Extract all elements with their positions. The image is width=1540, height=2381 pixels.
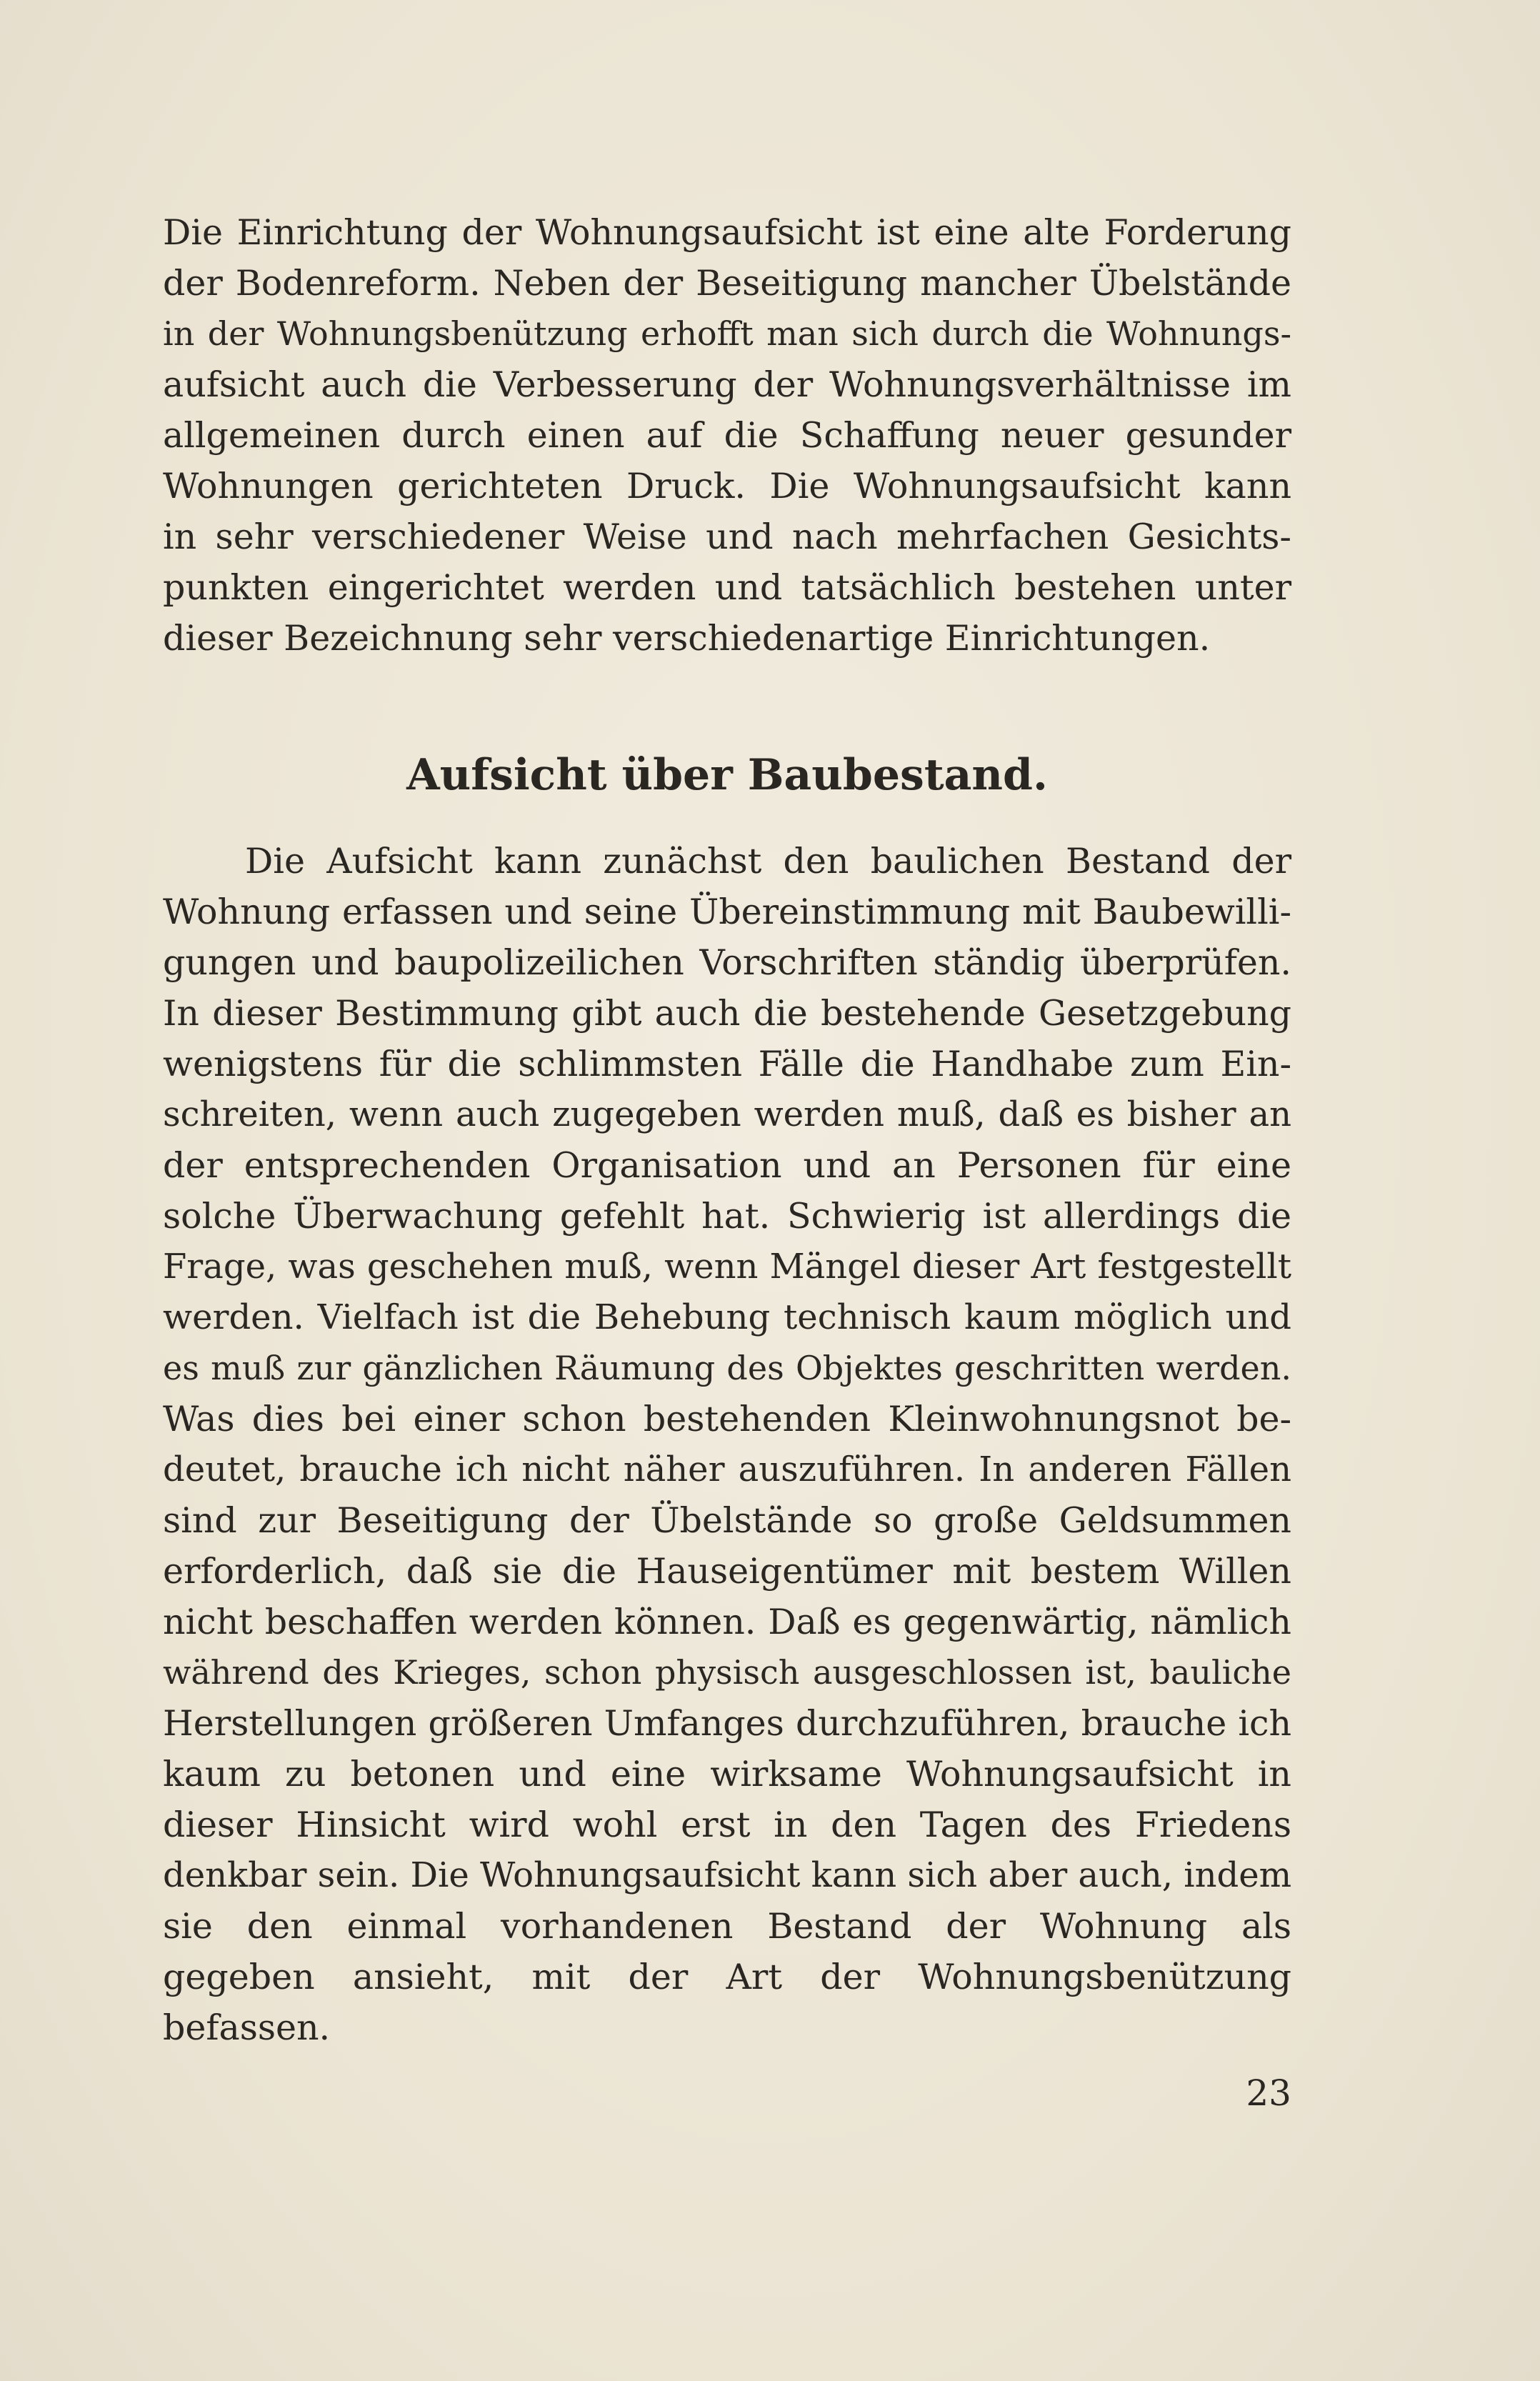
text-line: Frage, was geschehen muß, wenn Mängel dieser Art festgestellt <box>163 1247 1291 1287</box>
text-line: der entsprechenden Organisation und an Personen für eine <box>163 1145 1291 1186</box>
text-line: der Bodenreform. Neben der Beseitigung mancher Übelstände <box>163 263 1291 304</box>
text-line: allgemeinen durch einen auf die Schaffung neuer gesunder <box>163 415 1291 456</box>
text-line: in sehr verschiedener Weise und nach mehrfachen Gesichts- <box>163 516 1291 557</box>
text-line: solche Überwachung gefehlt hat. Schwierig ist allerdings die <box>163 1196 1291 1237</box>
text-line: in der Wohnungsbenützung erhofft man sich durch die Wohnungs- <box>163 314 1291 353</box>
text-line: Die Aufsicht kann zunächst den baulichen Bestand der <box>245 841 1291 882</box>
text-line: Wohnungen gerichteten Druck. Die Wohnungsaufsicht kann <box>163 466 1291 506</box>
text-line: sie den einmal vorhandenen Bestand der Wohnung als <box>163 1906 1291 1947</box>
page-number: 23 <box>1246 2072 1291 2114</box>
text-line: werden. Vielfach ist die Behebung technisch kaum möglich und <box>163 1297 1291 1337</box>
text-line: denkbar sein. Die Wohnungsaufsicht kann sich aber auch, indem <box>163 1855 1292 1895</box>
text-line: dieser Hinsicht wird wohl erst in den Tagen des Friedens <box>163 1805 1291 1845</box>
text-line: dieser Bezeichnung sehr verschiedenartige Einrichtungen. <box>163 618 1211 659</box>
text-line: wenigstens für die schlimmsten Fälle die Handhabe zum Ein- <box>163 1044 1291 1084</box>
text-line: gungen und baupolizeilichen Vorschriften ständig überprüfen. <box>163 942 1291 983</box>
section-heading: Aufsicht über Baubestand. <box>406 750 1048 800</box>
paragraph-1 <box>163 207 1291 664</box>
text-line: sind zur Beseitigung der Übelstände so große Geldsummen <box>163 1500 1291 1541</box>
text-line: während des Krieges, schon physisch ausgeschlossen ist, bauliche <box>163 1653 1291 1692</box>
paragraph-2 <box>163 836 1291 2053</box>
text-line: gegeben ansieht, mit der Art der Wohnungsbenützung <box>163 1957 1291 1997</box>
text-line: aufsicht auch die Verbesserung der Wohnungsverhältnisse im <box>163 364 1291 405</box>
text-line: kaum zu betonen und eine wirksame Wohnungsaufsicht in <box>163 1754 1291 1795</box>
text-line: Die Einrichtung der Wohnungsaufsicht ist eine alte Forderung <box>163 212 1291 253</box>
text-line: Was dies bei einer schon bestehenden Kleinwohnungsnot be- <box>163 1399 1291 1439</box>
text-line: nicht beschaffen werden können. Daß es gegenwärtig, nämlich <box>163 1602 1291 1642</box>
text-line: deutet, brauche ich nicht näher auszuführen. In anderen Fällen <box>163 1449 1291 1489</box>
text-line: befassen. <box>163 2007 331 2048</box>
text-line: Herstellungen größeren Umfanges durchzuführen, brauche ich <box>163 1703 1291 1744</box>
text-line: erforderlich, daß sie die Hauseigentümer mit bestem Willen <box>163 1551 1291 1592</box>
text-line: In dieser Bestimmung gibt auch die bestehende Gesetzgebung <box>163 993 1291 1034</box>
text-line: es muß zur gänzlichen Räumung des Objektes geschritten werden. <box>163 1349 1291 1387</box>
text-line: punkten eingerichtet werden und tatsächlich bestehen unter <box>163 567 1291 608</box>
text-line: schreiten, wenn auch zugegeben werden muß, daß es bisher an <box>163 1094 1291 1134</box>
text-line: Wohnung erfassen und seine Übereinstimmung mit Baubewilli- <box>163 892 1291 932</box>
